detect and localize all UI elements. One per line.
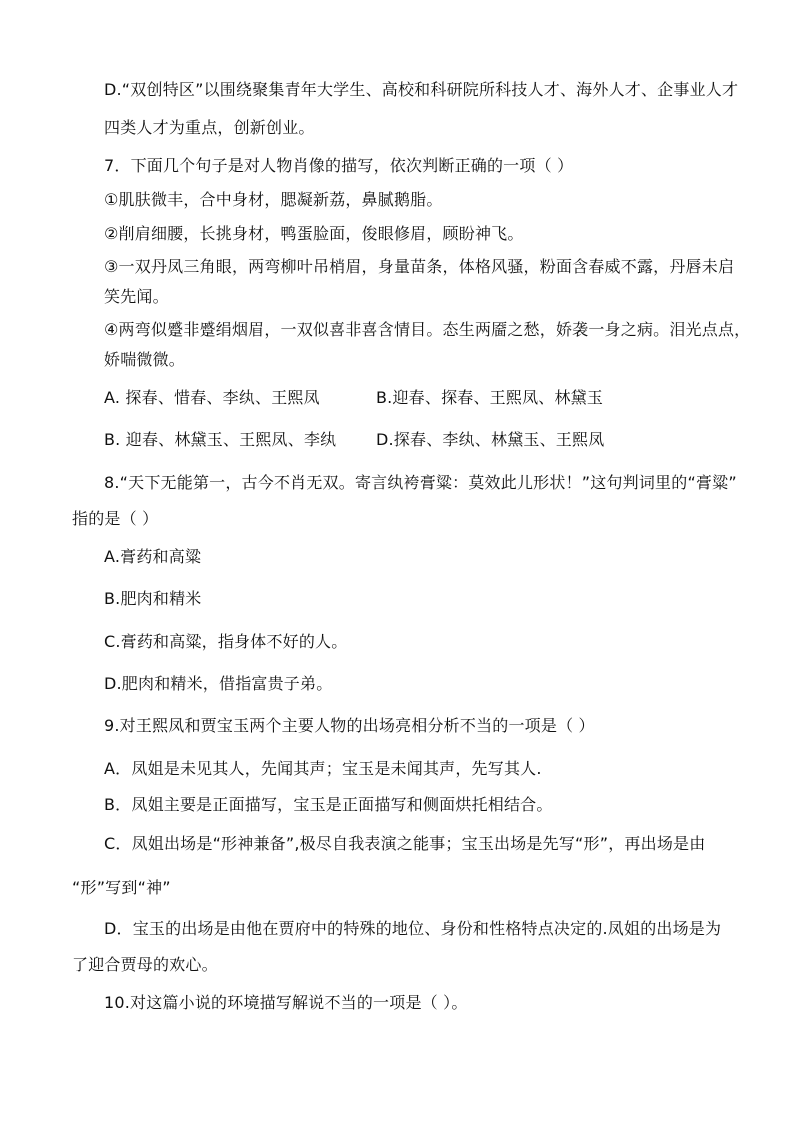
q6-option-d-line1: D.“双创特区”以围绕聚集青年大学生、高校和科研院所科技人才、海外人才、企事业人才: [104, 80, 739, 99]
q8-option-c: C.膏药和高粱，指身体不好的人。: [104, 632, 348, 651]
q7-option-d: D.探春、李纨、林黛玉、王熙凤: [376, 430, 605, 449]
q9-option-d-line1: D．宝玉的出场是由他在贾府中的特殊的地位、身份和性格特点决定的.凤姐的出场是为: [104, 919, 722, 938]
question-8-stem-line2: 指的是（ ）: [72, 509, 159, 528]
q7-sentence-2: ②削肩细腰，长挑身材，鸭蛋脸面，俊眼修眉，顾盼神飞。: [104, 224, 524, 243]
q7-sentence-1: ①肌肤微丰，合中身材，腮凝新荔，鼻腻鹅脂。: [104, 190, 443, 209]
q9-option-c-line2: “形”写到“神”: [72, 878, 171, 897]
q7-sentence-4-line2: 娇喘微微。: [104, 350, 186, 369]
q9-option-b: B．凤姐主要是正面描写，宝玉是正面描写和侧面烘托相结合。: [104, 795, 553, 814]
q7-sentence-3-line1: ③一双丹凤三角眼，两弯柳叶吊梢眉，身量苗条，体格风骚，粉面含春威不露，丹唇未启: [104, 257, 735, 276]
q8-option-b: B.肥肉和精米: [104, 589, 202, 608]
question-8-stem-line1: 8.“天下无能第一，古今不肖无双。寄言纨袴膏粱：莫效此儿形状！”这句判词里的“膏粱”: [104, 473, 737, 492]
q7-option-c: B. 迎春、林黛玉、王熙凤、李纨: [104, 430, 337, 449]
q7-sentence-3-line2: 笑先闻。: [104, 287, 169, 306]
question-9-stem: 9.对王熙凤和贾宝玉两个主要人物的出场亮相分析不当的一项是（ ）: [104, 716, 595, 735]
q6-option-d-line2: 四类人才为重点，创新创业。: [104, 118, 315, 137]
q9-option-a: A．凤姐是未见其人，先闻其声；宝玉是未闻其声，先写其人.: [104, 759, 542, 778]
question-10-stem: 10.对这篇小说的环境描写解说不当的一项是（ ）。: [104, 993, 468, 1012]
q7-option-b: B.迎春、探春、王熙凤、林黛玉: [376, 388, 604, 407]
q7-option-a: A. 探春、惜春、李纨、王熙凤: [104, 388, 320, 407]
q9-option-c-line1: C．凤姐出场是“形神兼备”,极尽自我表演之能事；宝玉出场是先写“形”，再出场是由: [104, 834, 706, 853]
q7-sentence-4-line1: ④两弯似蹙非蹙绢烟眉，一双似喜非喜含情目。态生两靥之愁，娇袭一身之病。泪光点点，: [104, 320, 751, 339]
question-7-stem: 7．下面几个句子是对人物肖像的描写，依次判断正确的一项（ ）: [104, 156, 574, 175]
q9-option-d-line2: 了迎合贾母的欢心。: [72, 955, 218, 974]
q8-option-d: D.肥肉和精米，借指富贵子弟。: [104, 674, 333, 693]
q8-option-a: A.膏药和高粱: [104, 547, 202, 566]
